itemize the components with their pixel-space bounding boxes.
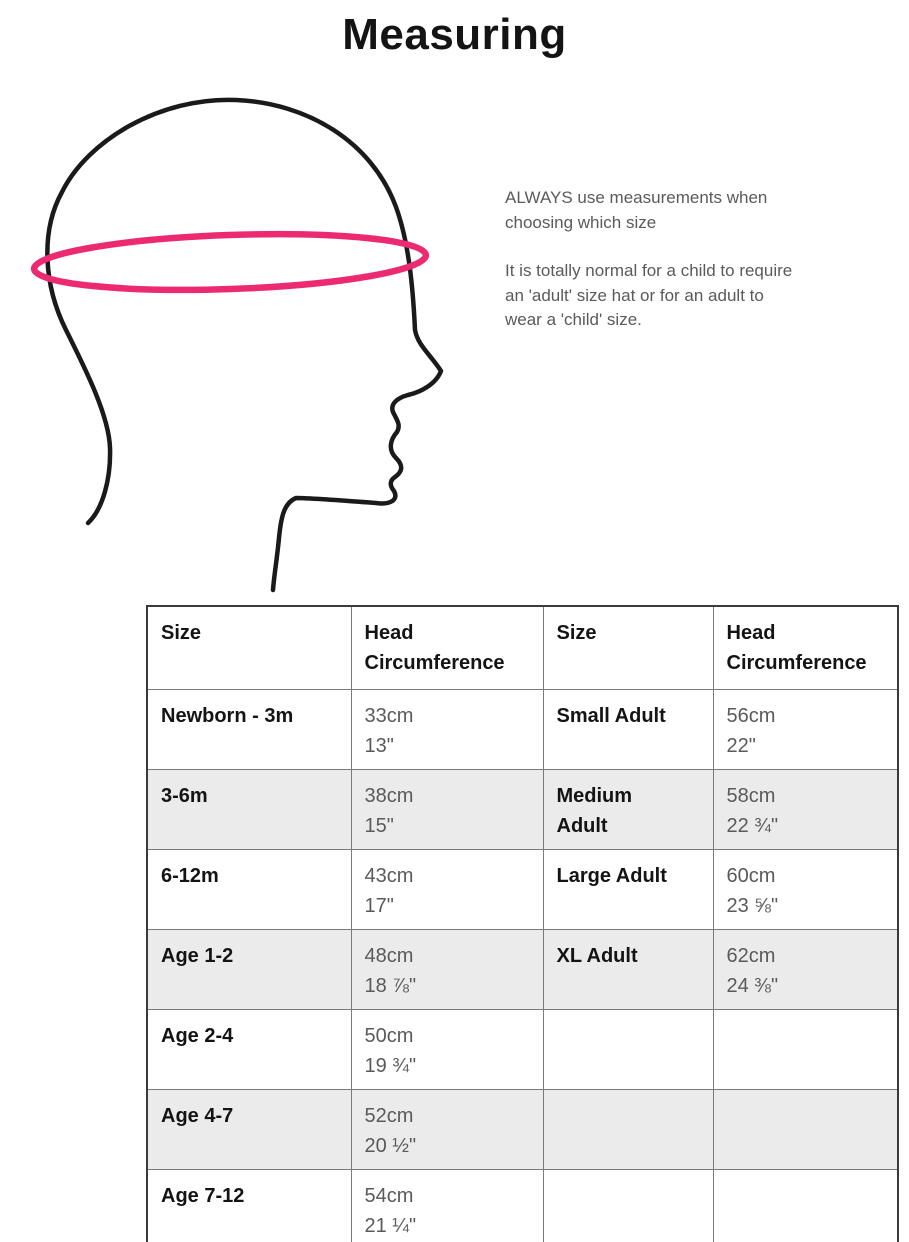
circumference-cell (351, 689, 543, 769)
size-cell (147, 849, 351, 929)
table-row (147, 1169, 898, 1242)
size-label: Newborn - 3m (161, 704, 294, 727)
cm-value: 38cm (364, 784, 414, 807)
size-cell (543, 1089, 713, 1169)
circumference-cell (351, 929, 543, 1009)
head-outline (47, 100, 441, 590)
size-cell (147, 1169, 351, 1242)
size-cell (543, 929, 713, 1009)
size-label: XL Adult (556, 944, 638, 967)
circumference-cell (713, 689, 898, 769)
table-row (147, 929, 898, 1009)
size-cell (543, 1009, 713, 1089)
inch-value: 20 ½" (364, 1134, 417, 1157)
size-chart-section (146, 605, 899, 1242)
cm-value: 48cm (364, 944, 414, 967)
inch-value: 21 ¼" (364, 1214, 417, 1237)
inch-value: 24 ⅜" (726, 974, 779, 997)
size-cell (147, 1089, 351, 1169)
size-cell (147, 769, 351, 849)
inch-value: 13" (364, 734, 394, 757)
table-row (147, 1009, 898, 1089)
size-label: 6-12m (161, 864, 219, 887)
size-cell (147, 1009, 351, 1089)
header-circumference-right: Head Circumference (713, 606, 898, 689)
size-cell (147, 929, 351, 1009)
size-cell (543, 689, 713, 769)
size-label: Large Adult (556, 864, 667, 887)
table-row (147, 1089, 898, 1169)
size-label: Age 7-12 (161, 1184, 245, 1207)
size-label: Age 2-4 (161, 1024, 234, 1047)
header-circumference-left: Head Circumference (351, 606, 543, 689)
table-row (147, 689, 898, 769)
inch-value: 19 ¾" (364, 1054, 417, 1077)
circumference-cell (351, 1169, 543, 1242)
size-label: Age 4-7 (161, 1104, 234, 1127)
header-size-left: Size (147, 606, 351, 689)
size-label: 3-6m (161, 784, 208, 807)
size-cell (147, 689, 351, 769)
table-row (147, 849, 898, 929)
cm-value: 60cm (726, 864, 776, 887)
circumference-cell (713, 1169, 898, 1242)
circumference-cell (713, 769, 898, 849)
instruction-paragraph-1: ALWAYS use measurements when choosing which size (505, 188, 768, 232)
cm-value: 62cm (726, 944, 776, 967)
circumference-cell (351, 1089, 543, 1169)
circumference-cell (713, 1009, 898, 1089)
circumference-cell (713, 929, 898, 1009)
size-label: Small Adult (556, 704, 666, 727)
head-profile-figure (0, 0, 480, 620)
page-title: Measuring (342, 10, 567, 59)
inch-value: 18 ⅞" (364, 974, 417, 997)
size-cell (543, 849, 713, 929)
header-size-right: Size (543, 606, 713, 689)
circumference-cell (351, 769, 543, 849)
cm-value: 58cm (726, 784, 776, 807)
size-label: Medium Adult (556, 784, 633, 837)
table-row (147, 769, 898, 849)
size-chart-table (146, 605, 899, 1242)
cm-value: 33cm (364, 704, 414, 727)
cm-value: 50cm (364, 1024, 414, 1047)
cm-value: 54cm (364, 1184, 414, 1207)
circumference-cell (351, 1009, 543, 1089)
size-cell (543, 1169, 713, 1242)
inch-value: 17" (364, 894, 394, 917)
instruction-paragraph-2: It is totally normal for a child to require an 'adult' size hat or for an adult to wear a 'child' size. (505, 261, 793, 329)
inch-value: 22 ¾" (726, 814, 779, 837)
table-header-row (147, 606, 898, 689)
measuring-band (33, 228, 427, 296)
circumference-cell (713, 1089, 898, 1169)
measuring-instructions (505, 186, 797, 333)
cm-value: 52cm (364, 1104, 414, 1127)
circumference-cell (351, 849, 543, 929)
inch-value: 22" (726, 734, 756, 757)
inch-value: 15" (364, 814, 394, 837)
cm-value: 56cm (726, 704, 776, 727)
size-label: Age 1-2 (161, 944, 234, 967)
cm-value: 43cm (364, 864, 414, 887)
circumference-cell (713, 849, 898, 929)
size-cell (543, 769, 713, 849)
inch-value: 23 ⅝" (726, 894, 779, 917)
